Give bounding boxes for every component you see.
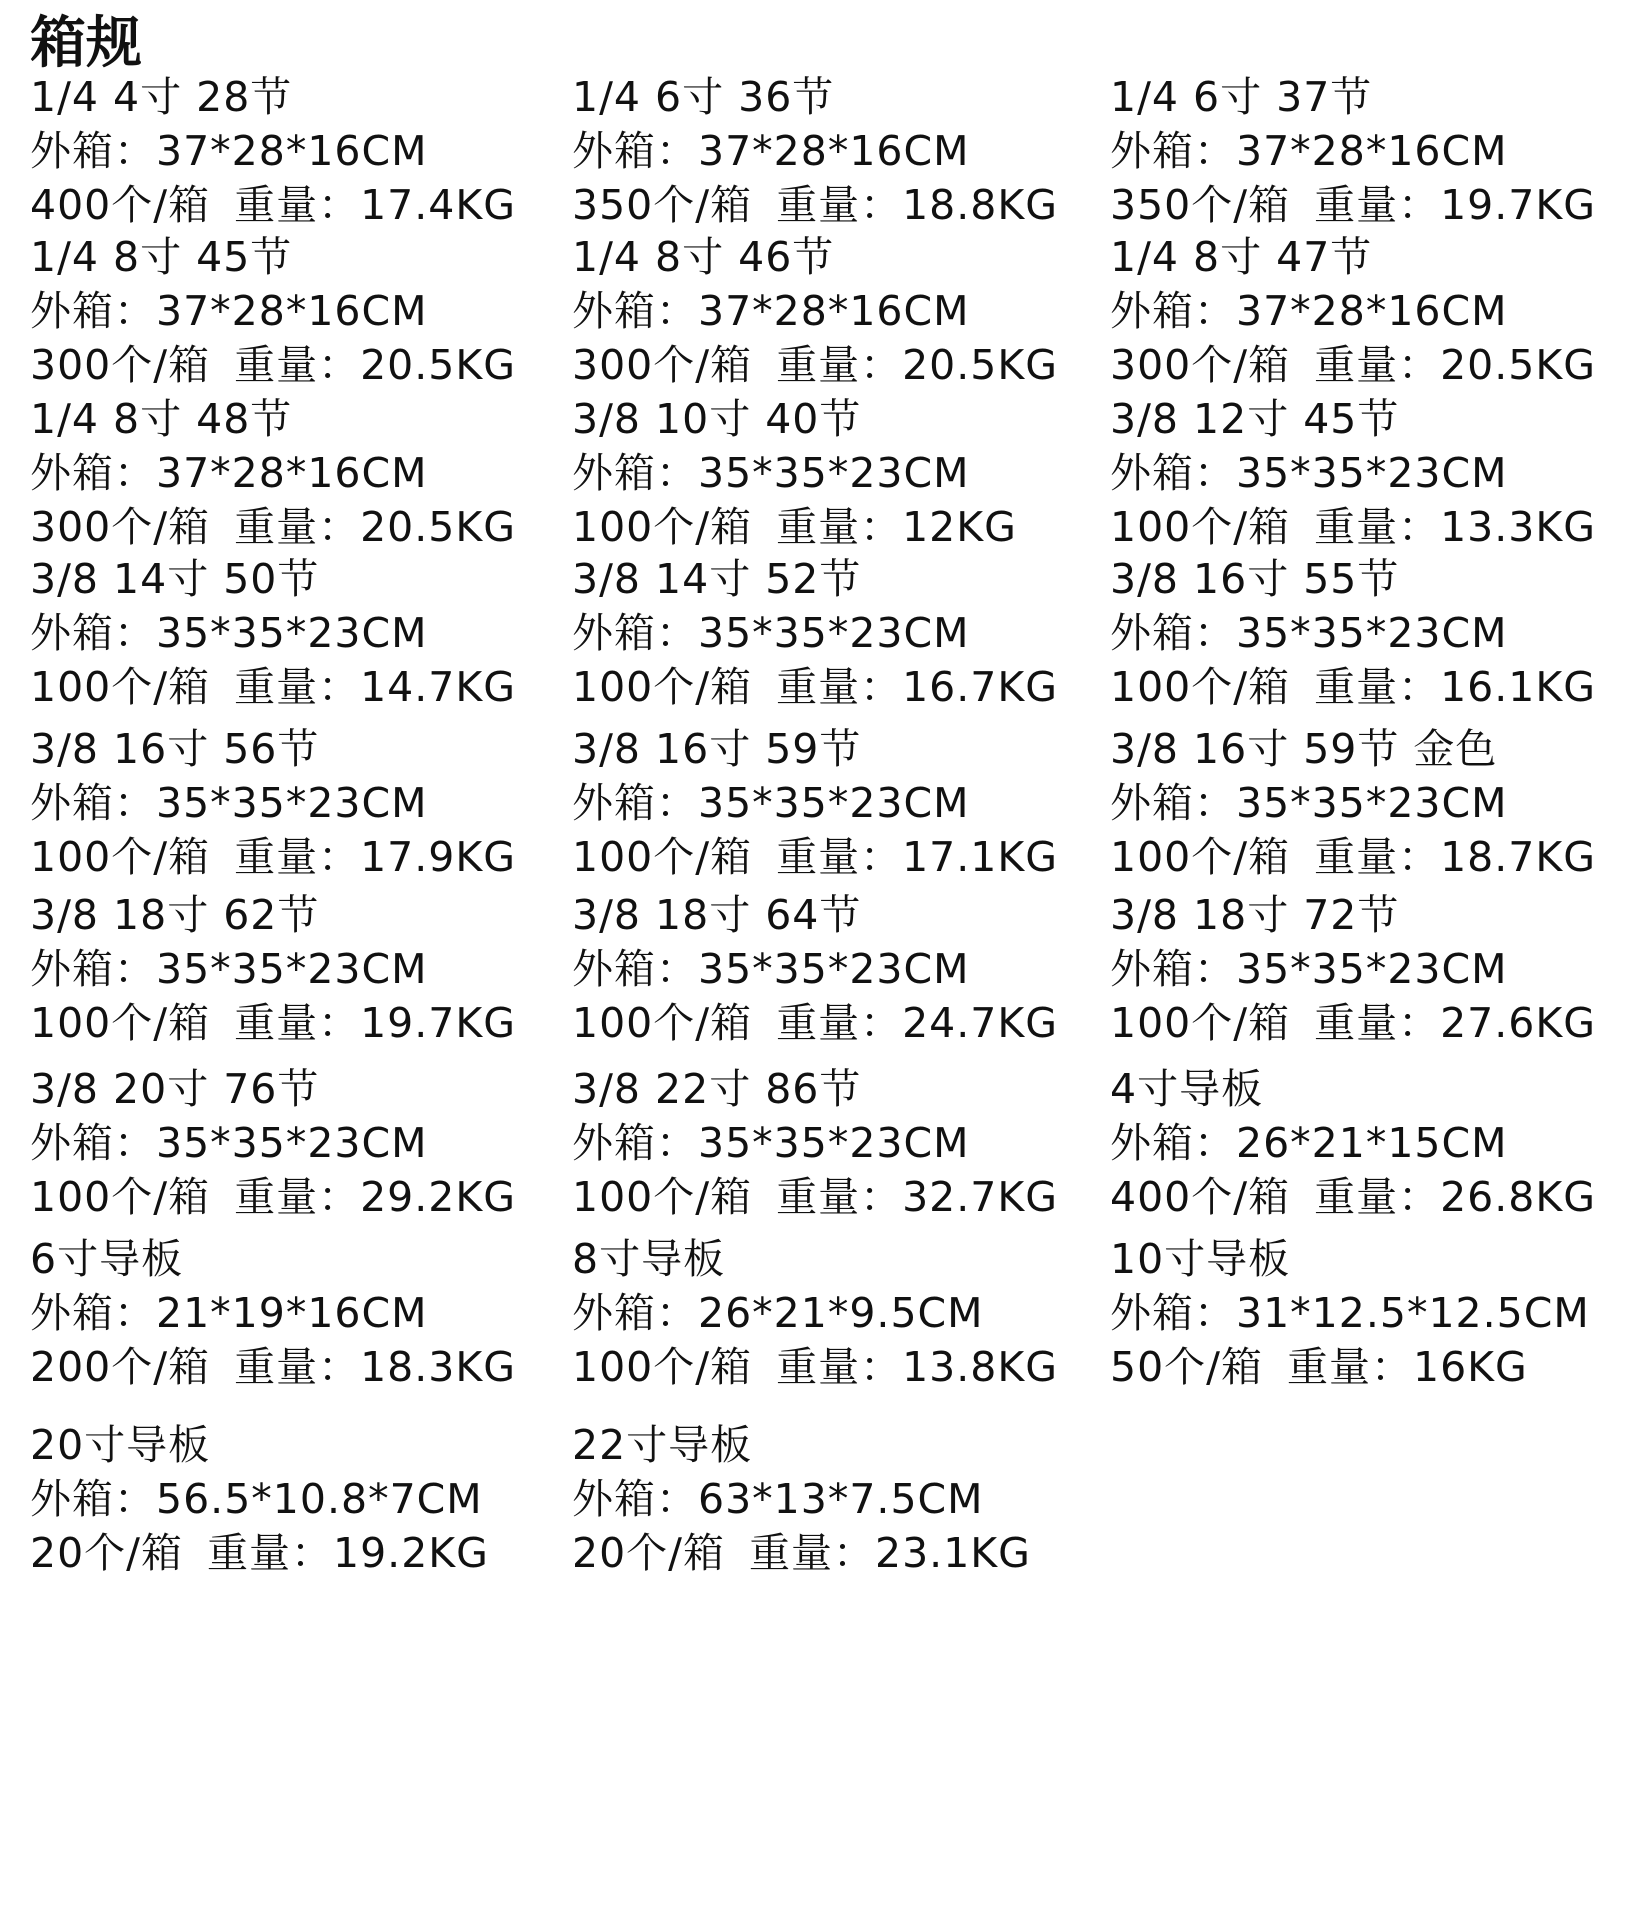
weight-label: 重量： (1314, 341, 1441, 389)
page-title: 箱规 (30, 11, 142, 76)
outer-box-label: 外箱： (30, 779, 156, 827)
qty-weight (1110, 996, 1625, 1050)
weight-label: 重量： (234, 999, 361, 1047)
weight-value: 16KG (1413, 1343, 1528, 1391)
weight-value: 26.8KG (1440, 1173, 1597, 1221)
outer-box-value: 37*28*16CM (156, 127, 428, 175)
outer-box-label: 外箱： (572, 609, 698, 657)
outer-box-label: 外箱： (1110, 609, 1236, 657)
qty-value: 100 (1110, 833, 1192, 881)
weight-label: 重量： (776, 1173, 903, 1221)
outer-box-value: 37*28*16CM (156, 287, 428, 335)
outer-box-value: 35*35*23CM (1236, 945, 1508, 993)
qty-value: 400 (1110, 1173, 1192, 1221)
outer-box-size (30, 1286, 550, 1340)
spec-name: 3/8 22寸 86节 (572, 1065, 862, 1113)
qty-value: 100 (30, 1173, 112, 1221)
weight-value: 20.5KG (360, 341, 517, 389)
spec-block (1110, 70, 1625, 232)
weight-label: 重量： (776, 503, 903, 551)
outer-box-label: 外箱： (30, 127, 156, 175)
spec-name: 3/8 18寸 72节 (1110, 891, 1400, 939)
qty-value: 350 (1110, 181, 1192, 229)
qty-weight (1110, 178, 1625, 232)
spec-block (30, 230, 550, 392)
outer-box-label: 外箱： (1110, 127, 1236, 175)
weight-value: 17.4KG (360, 181, 517, 229)
weight-label: 重量： (234, 341, 361, 389)
outer-box-size (1110, 446, 1625, 500)
outer-box-size (572, 606, 1092, 660)
qty-weight (572, 500, 1092, 554)
spec-block (572, 70, 1092, 232)
qty-value: 100 (30, 663, 112, 711)
outer-box-label: 外箱： (572, 1475, 698, 1523)
qty-weight (572, 178, 1092, 232)
spec-name: 20寸导板 (30, 1421, 211, 1469)
outer-box-label: 外箱： (30, 449, 156, 497)
outer-box-size (572, 284, 1092, 338)
spec-block (30, 552, 550, 714)
weight-label: 重量： (234, 1173, 361, 1221)
qty-weight (30, 1170, 550, 1224)
spec-block (572, 1062, 1092, 1224)
outer-box-label: 外箱： (572, 945, 698, 993)
weight-label: 重量： (776, 999, 903, 1047)
weight-label: 重量： (776, 1343, 903, 1391)
spec-block (572, 392, 1092, 554)
weight-label: 重量： (776, 341, 903, 389)
qty-weight (1110, 830, 1625, 884)
weight-value: 13.3KG (1440, 503, 1597, 551)
qty-unit: 个/箱 (653, 999, 753, 1047)
qty-unit: 个/箱 (653, 503, 753, 551)
spec-name: 1/4 8寸 45节 (30, 233, 293, 281)
qty-unit: 个/箱 (1164, 1343, 1263, 1391)
outer-box-value: 31*12.5*12.5CM (1236, 1289, 1590, 1337)
qty-value: 100 (1110, 663, 1192, 711)
outer-box-size (1110, 942, 1625, 996)
qty-value: 100 (572, 999, 654, 1047)
spec-block (1110, 722, 1625, 884)
outer-box-label: 外箱： (30, 609, 156, 657)
weight-label: 重量： (234, 181, 361, 229)
qty-value: 100 (1110, 503, 1192, 551)
spec-name: 4寸导板 (1110, 1065, 1264, 1113)
qty-weight (30, 178, 550, 232)
qty-weight (1110, 500, 1625, 554)
qty-weight (30, 996, 550, 1050)
outer-box-size (572, 446, 1092, 500)
weight-label: 重量： (776, 833, 903, 881)
qty-value: 100 (572, 503, 654, 551)
spec-block (1110, 392, 1625, 554)
spec-name: 3/8 10寸 40节 (572, 395, 862, 443)
outer-box-value: 21*19*16CM (156, 1289, 428, 1337)
outer-box-size (1110, 284, 1625, 338)
weight-value: 18.8KG (902, 181, 1059, 229)
spec-name: 3/8 16寸 56节 (30, 725, 320, 773)
qty-value: 100 (572, 1173, 654, 1221)
qty-unit: 个/箱 (111, 663, 211, 711)
spec-name: 1/4 4寸 28节 (30, 73, 293, 121)
outer-box-label: 外箱： (30, 287, 156, 335)
weight-label: 重量： (776, 663, 903, 711)
weight-label: 重量： (1314, 833, 1441, 881)
qty-weight (572, 996, 1092, 1050)
qty-unit: 个/箱 (1191, 833, 1291, 881)
qty-value: 20 (30, 1529, 85, 1577)
qty-unit: 个/箱 (1191, 1173, 1291, 1221)
qty-unit: 个/箱 (84, 1529, 183, 1577)
outer-box-value: 37*28*16CM (1236, 127, 1508, 175)
qty-weight (1110, 338, 1625, 392)
qty-weight (1110, 660, 1625, 714)
qty-value: 300 (30, 341, 112, 389)
weight-label: 重量： (234, 503, 361, 551)
spec-block (30, 1418, 550, 1580)
outer-box-value: 56.5*10.8*7CM (156, 1475, 483, 1523)
spec-name: 22寸导板 (572, 1421, 753, 1469)
outer-box-size (572, 1286, 1092, 1340)
spec-block (1110, 552, 1625, 714)
spec-block (572, 1418, 1092, 1580)
weight-label: 重量： (1314, 1173, 1441, 1221)
weight-value: 19.2KG (333, 1529, 489, 1577)
weight-label: 重量： (234, 663, 361, 711)
qty-unit: 个/箱 (111, 181, 211, 229)
spec-block (30, 888, 550, 1050)
qty-unit: 个/箱 (653, 181, 753, 229)
outer-box-value: 37*28*16CM (698, 287, 970, 335)
qty-value: 350 (572, 181, 654, 229)
qty-unit: 个/箱 (653, 663, 753, 711)
spec-block (572, 1232, 1092, 1394)
spec-block (30, 392, 550, 554)
outer-box-size (30, 1116, 550, 1170)
qty-value: 100 (30, 833, 112, 881)
weight-label: 重量： (1314, 181, 1441, 229)
weight-value: 20.5KG (902, 341, 1059, 389)
outer-box-value: 35*35*23CM (698, 779, 970, 827)
spec-name: 1/4 8寸 47节 (1110, 233, 1373, 281)
qty-value: 400 (30, 181, 112, 229)
weight-value: 14.7KG (360, 663, 517, 711)
qty-weight (572, 338, 1092, 392)
qty-unit: 个/箱 (653, 833, 753, 881)
qty-value: 300 (30, 503, 112, 551)
qty-unit: 个/箱 (1191, 181, 1291, 229)
outer-box-label: 外箱： (572, 287, 698, 335)
outer-box-size (30, 606, 550, 660)
weight-value: 24.7KG (902, 999, 1059, 1047)
outer-box-value: 35*35*23CM (156, 1119, 428, 1167)
qty-value: 200 (30, 1343, 112, 1391)
weight-label: 重量： (1287, 1343, 1413, 1391)
weight-label: 重量： (207, 1529, 333, 1577)
spec-name: 3/8 16寸 59节 金色 (1110, 725, 1498, 773)
qty-unit: 个/箱 (653, 341, 753, 389)
outer-box-value: 35*35*23CM (1236, 779, 1508, 827)
weight-value: 17.1KG (902, 833, 1059, 881)
outer-box-label: 外箱： (1110, 945, 1236, 993)
qty-weight (30, 660, 550, 714)
outer-box-size (30, 1472, 550, 1526)
outer-box-value: 35*35*23CM (698, 449, 970, 497)
outer-box-size (30, 124, 550, 178)
spec-block (30, 1062, 550, 1224)
outer-box-label: 外箱： (30, 1475, 156, 1523)
spec-block (572, 888, 1092, 1050)
spec-block (572, 552, 1092, 714)
outer-box-value: 35*35*23CM (698, 609, 970, 657)
outer-box-value: 35*35*23CM (698, 1119, 970, 1167)
weight-value: 19.7KG (1440, 181, 1597, 229)
outer-box-size (1110, 776, 1625, 830)
weight-value: 18.3KG (360, 1343, 517, 1391)
qty-unit: 个/箱 (653, 1173, 753, 1221)
weight-label: 重量： (749, 1529, 875, 1577)
spec-name: 3/8 16寸 55节 (1110, 555, 1400, 603)
qty-unit: 个/箱 (1191, 999, 1291, 1047)
qty-unit: 个/箱 (1191, 503, 1291, 551)
qty-value: 100 (572, 1343, 654, 1391)
qty-unit: 个/箱 (653, 1343, 753, 1391)
weight-value: 17.9KG (360, 833, 517, 881)
weight-value: 27.6KG (1440, 999, 1597, 1047)
outer-box-label: 外箱： (572, 779, 698, 827)
weight-value: 18.7KG (1440, 833, 1597, 881)
spec-block (1110, 1232, 1625, 1394)
weight-value: 23.1KG (875, 1529, 1031, 1577)
qty-value: 50 (1110, 1343, 1165, 1391)
outer-box-size (1110, 1286, 1625, 1340)
qty-weight (572, 660, 1092, 714)
outer-box-size (30, 446, 550, 500)
qty-unit: 个/箱 (111, 341, 211, 389)
outer-box-value: 26*21*9.5CM (698, 1289, 984, 1337)
outer-box-size (1110, 1116, 1625, 1170)
qty-unit: 个/箱 (111, 1343, 211, 1391)
outer-box-size (1110, 124, 1625, 178)
outer-box-label: 外箱： (572, 127, 698, 175)
outer-box-value: 26*21*15CM (1236, 1119, 1508, 1167)
qty-unit: 个/箱 (111, 999, 211, 1047)
spec-name: 1/4 6寸 36节 (572, 73, 835, 121)
weight-value: 13.8KG (902, 1343, 1059, 1391)
outer-box-label: 外箱： (1110, 779, 1236, 827)
outer-box-label: 外箱： (572, 1119, 698, 1167)
weight-value: 20.5KG (360, 503, 517, 551)
outer-box-label: 外箱： (572, 1289, 698, 1337)
spec-block (572, 722, 1092, 884)
spec-block (572, 230, 1092, 392)
outer-box-size (30, 776, 550, 830)
outer-box-label: 外箱： (572, 449, 698, 497)
outer-box-size (572, 776, 1092, 830)
outer-box-label: 外箱： (30, 1119, 156, 1167)
qty-weight (30, 1526, 550, 1580)
qty-value: 100 (572, 663, 654, 711)
qty-weight (30, 830, 550, 884)
qty-value: 20 (572, 1529, 627, 1577)
outer-box-size (572, 124, 1092, 178)
outer-box-value: 35*35*23CM (1236, 609, 1508, 657)
weight-value: 32.7KG (902, 1173, 1059, 1221)
weight-value: 29.2KG (360, 1173, 517, 1221)
weight-value: 16.7KG (902, 663, 1059, 711)
weight-label: 重量： (1314, 503, 1441, 551)
outer-box-label: 外箱： (1110, 1289, 1236, 1337)
qty-value: 100 (30, 999, 112, 1047)
qty-unit: 个/箱 (111, 833, 211, 881)
spec-name: 10寸导板 (1110, 1235, 1291, 1283)
qty-weight (30, 500, 550, 554)
outer-box-label: 外箱： (1110, 449, 1236, 497)
spec-name: 8寸导板 (572, 1235, 726, 1283)
outer-box-label: 外箱： (30, 945, 156, 993)
outer-box-label: 外箱： (30, 1289, 156, 1337)
spec-block (30, 722, 550, 884)
weight-label: 重量： (234, 833, 361, 881)
spec-name: 3/8 20寸 76节 (30, 1065, 320, 1113)
weight-value: 12KG (902, 503, 1017, 551)
qty-weight (1110, 1170, 1625, 1224)
outer-box-value: 37*28*16CM (698, 127, 970, 175)
spec-name: 3/8 18寸 62节 (30, 891, 320, 939)
spec-block (30, 1232, 550, 1394)
qty-unit: 个/箱 (1191, 663, 1291, 711)
weight-value: 20.5KG (1440, 341, 1597, 389)
outer-box-value: 35*35*23CM (156, 945, 428, 993)
spec-name: 3/8 16寸 59节 (572, 725, 862, 773)
spec-block (1110, 888, 1625, 1050)
qty-value: 300 (572, 341, 654, 389)
spec-name: 3/8 12寸 45节 (1110, 395, 1400, 443)
weight-value: 16.1KG (1440, 663, 1597, 711)
spec-name: 1/4 6寸 37节 (1110, 73, 1373, 121)
spec-block (1110, 230, 1625, 392)
qty-unit: 个/箱 (111, 1173, 211, 1221)
spec-name: 3/8 14寸 50节 (30, 555, 320, 603)
spec-name: 3/8 18寸 64节 (572, 891, 862, 939)
qty-value: 100 (1110, 999, 1192, 1047)
outer-box-size (30, 942, 550, 996)
spec-name: 1/4 8寸 46节 (572, 233, 835, 281)
spec-block (1110, 1062, 1625, 1224)
qty-weight (572, 1526, 1092, 1580)
qty-value: 100 (572, 833, 654, 881)
outer-box-value: 35*35*23CM (1236, 449, 1508, 497)
qty-weight (30, 1340, 550, 1394)
qty-unit: 个/箱 (111, 503, 211, 551)
outer-box-size (1110, 606, 1625, 660)
outer-box-label: 外箱： (1110, 1119, 1236, 1167)
outer-box-value: 63*13*7.5CM (698, 1475, 984, 1523)
qty-unit: 个/箱 (626, 1529, 725, 1577)
outer-box-size (572, 942, 1092, 996)
weight-label: 重量： (234, 1343, 361, 1391)
qty-weight (572, 1340, 1092, 1394)
outer-box-size (572, 1472, 1092, 1526)
weight-value: 19.7KG (360, 999, 517, 1047)
outer-box-value: 35*35*23CM (156, 779, 428, 827)
weight-label: 重量： (1314, 999, 1441, 1047)
qty-weight (572, 830, 1092, 884)
qty-weight (30, 338, 550, 392)
spec-block (30, 70, 550, 232)
weight-label: 重量： (776, 181, 903, 229)
outer-box-size (30, 284, 550, 338)
outer-box-value: 35*35*23CM (156, 609, 428, 657)
outer-box-value: 37*28*16CM (156, 449, 428, 497)
spec-name: 6寸导板 (30, 1235, 184, 1283)
outer-box-label: 外箱： (1110, 287, 1236, 335)
spec-name: 3/8 14寸 52节 (572, 555, 862, 603)
outer-box-value: 35*35*23CM (698, 945, 970, 993)
spec-name: 1/4 8寸 48节 (30, 395, 293, 443)
qty-value: 300 (1110, 341, 1192, 389)
weight-label: 重量： (1314, 663, 1441, 711)
qty-unit: 个/箱 (1191, 341, 1291, 389)
qty-weight (1110, 1340, 1625, 1394)
outer-box-value: 37*28*16CM (1236, 287, 1508, 335)
qty-weight (572, 1170, 1092, 1224)
outer-box-size (572, 1116, 1092, 1170)
